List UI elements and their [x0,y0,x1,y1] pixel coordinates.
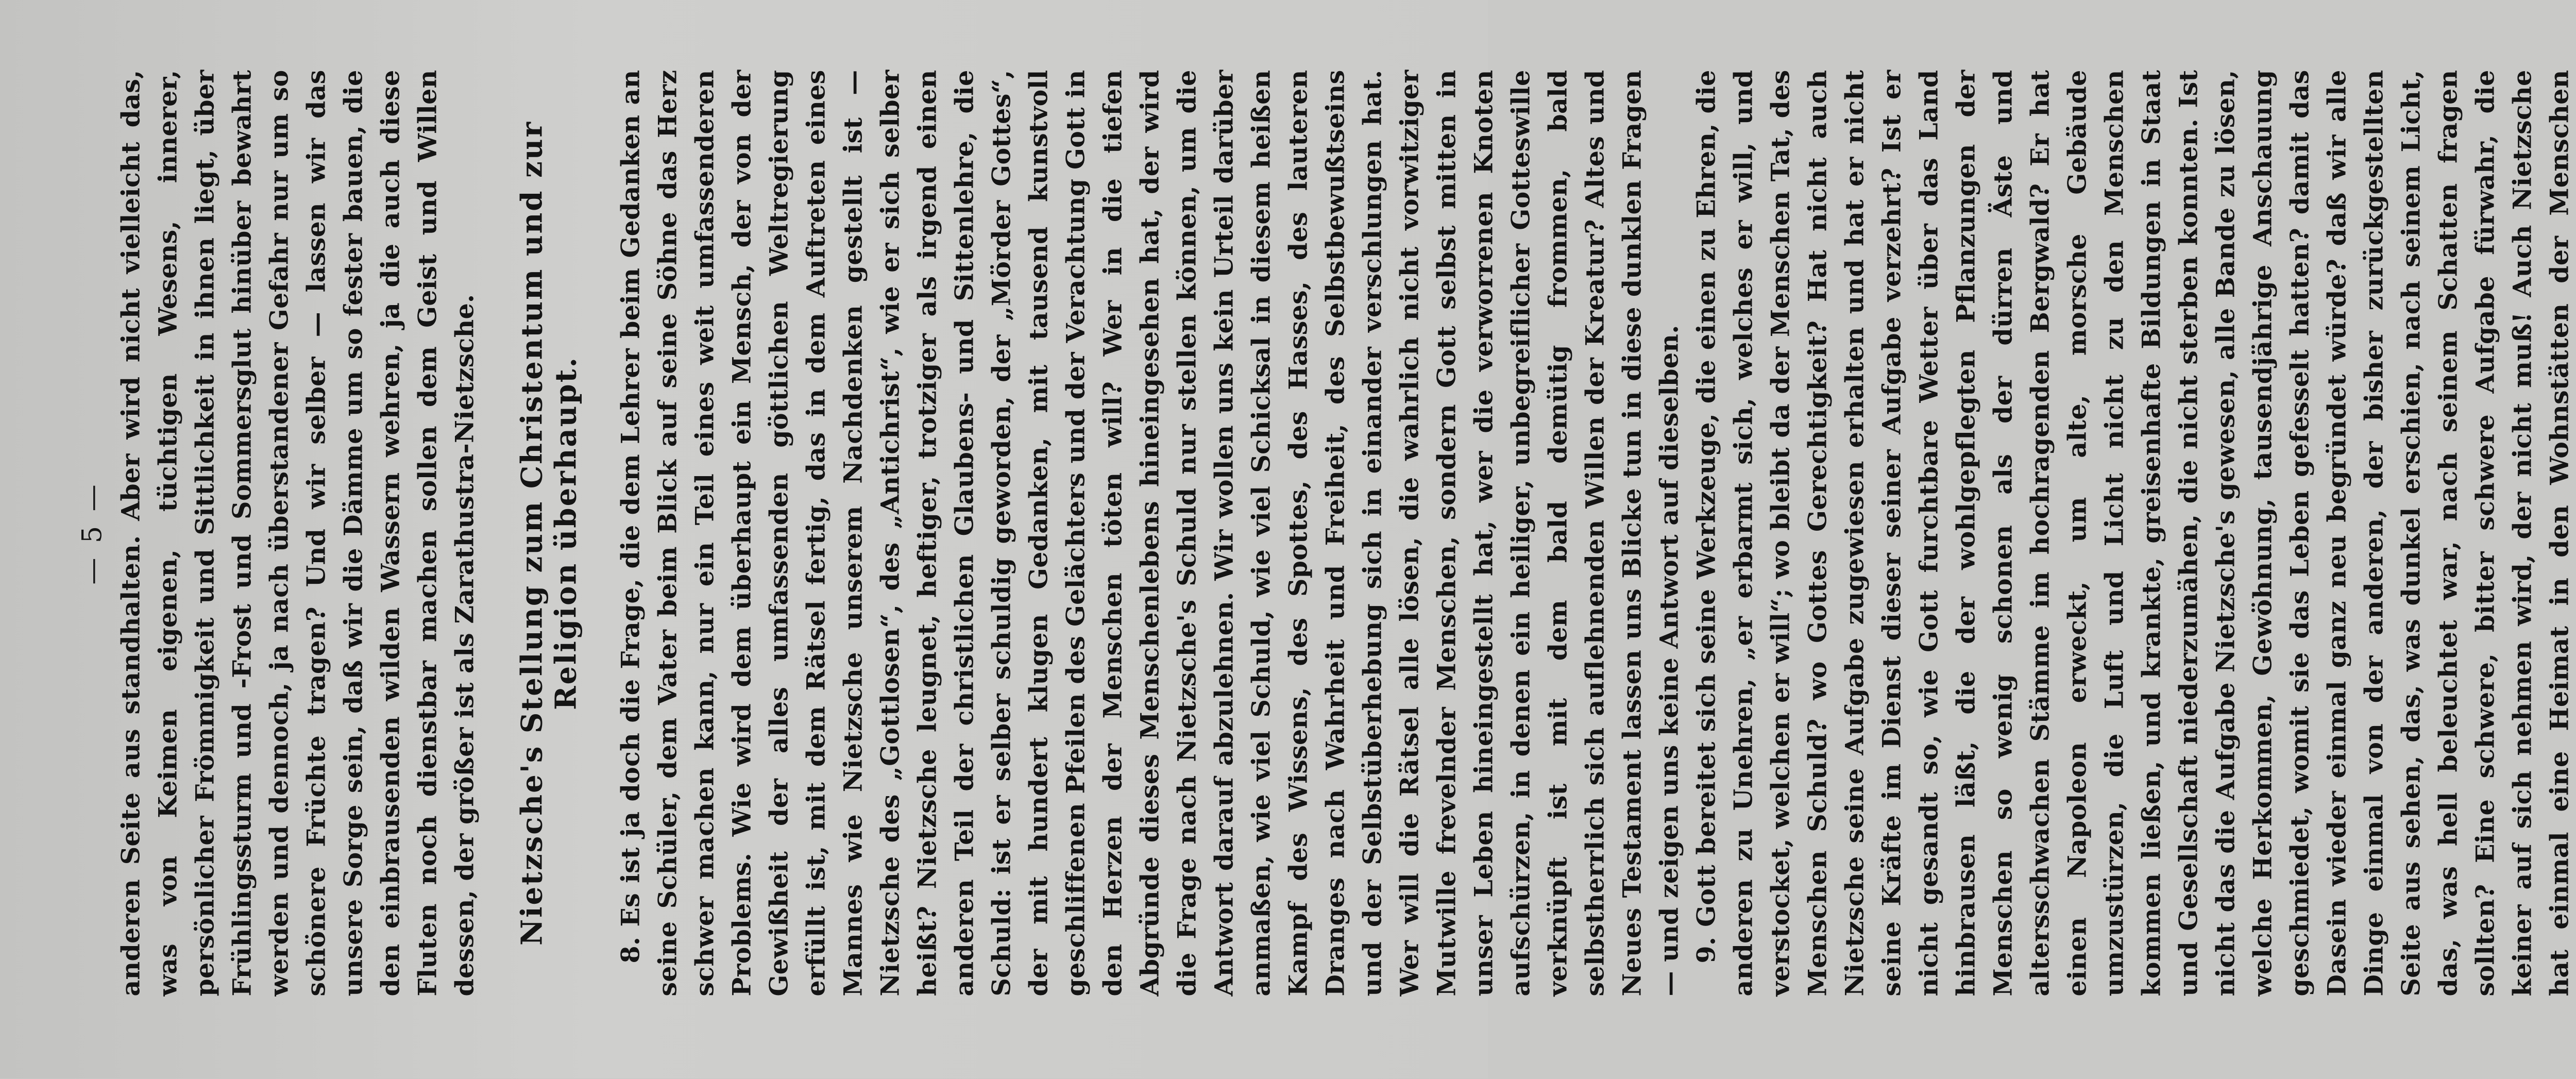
paragraph-9: 9. Gott bereitet sich seine Werkzeuge, die einen zu Ehren, die anderen zu Unehren, „er erbarmt sich, welches er will, und verstocket, welchen er will“; wo bleibt da der Menschen Tat, des Menschen Schuld? wo Gottes Gerechtigkeit? Hat nicht auch Nietzsche seine Aufgabe zugewiesen erhalten und hat er nicht seine Kräfte im Dienst dieser seiner Aufgabe verzehrt? Ist er nicht gesandt so, wie Gott furchtbare Wetter über das Land hinbrausen läßt, die der wohlgepflegten Pflanzungen der Menschen so wenig schonen als der dürren Äste und altersschwachen Stämme im hochragenden Bergwald? Er hat einen Napoleon erweckt, um alte, morsche Gebäude umzustürzen, die Luft und Licht nicht zu den Menschen kommen ließen, und krankte, greisenhafte Bildungen in Staat und Gesellschaft niederzumähen, die nicht sterben konnten. Ist nicht das die Aufgabe Nietzsche's gewesen, alle Bande zu lösen, welche Herkommen, Gewöhnung, tausendjährige Anschauung geschmiedet, womit sie das Leben gefesselt hatten? damit das Dasein wieder einmal ganz neu begründet würde? daß wir alle Dinge einmal von der anderen, der bisher zurückgestellten Seite aus sehen, das, was dunkel erschien, nach seinem Licht, das, was hell beleuchtet war, nach seinem Schatten fragen sollten? Eine schwere, bitter schwere Aufgabe fürwahr, die keiner auf sich nehmen wird, der nicht muß! Auch Nietzsche hat einmal eine Heimat in den Wohnstätten der Menschen [1688,70,2576,997]
paragraph-8: 8. Es ist ja doch die Frage, die dem Lehrer beim Gedanken an seine Schüler, dem Vater beim Blick auf seine Söhne das Herz schwer machen kann, nur ein Teil eines weit umfassenderen Problems. Wie wird dem überhaupt ein Mensch, der von der Gewißheit der alles umfassenden göttlichen Weltregierung erfüllt ist, mit dem Rätsel fertig, das in dem Auftreten eines Mannes wie Nietzsche unserem Nachdenken gestellt ist — Nietzsche des „Gottlosen“, des „Antichrist“, wie er sich selber heißt? Nietzsche leugnet, heftiger, trotziger als irgend einen anderen Teil der christlichen Glaubens- und Sittenlehre, die Schuld: ist er selber schuldig geworden, der „Mörder Gottes“, der mit hundert klugen Gedanken, mit tausend kunstvoll geschliffenen Pfeilen des Gelächters und der Verachtung Gott in den Herzen der Menschen töten will? Wer in die tiefen Abgründe dieses Menschenlebens hineingesehen hat, der wird die Frage nach Nietzsche's Schuld nur stellen können, um die Antwort darauf abzulehnen. Wir wollen uns kein Urteil darüber anmaßen, wie viel Schuld, wie viel Schicksal in diesem heißen Kampf des Wissens, des Spottes, des Hasses, des lauteren Dranges nach Wahrheit und Freiheit, des Selbstbewußtseins und der Selbstüberhebung sich in einander verschlungen hat. Wer will die Rätsel alle lösen, die wahrlich nicht vorwitziger Mutwille frevelnder Menschen, sondern Gott selbst mitten in unser Leben hineingestellt hat, wer die verworrenen Knoten aufschürzen, in denen ein heiliger, unbegreiflicher Gotteswille verknüpft ist mit dem bald demütig frommen, bald selbstherrlich sich auflehnenden Willen der Kreatur? Altes und Neues Testament lassen uns Blicke tun in diese dunklen Fragen — und zeigen uns keine Antwort auf dieselben. [612,70,1688,997]
page-number: — 5 — [77,70,108,997]
book-page [0,1,1488,1079]
section-heading: Nietzsche's Stellung zum Christentum und zur Religion überhaupt. [515,70,583,997]
paragraph-continuation: anderen Seite aus standhalten. Aber wird nicht vielleicht das, was von Keimen eigenen, tüchtigen Wesens, innerer, persönlicher Frömmigkeit und Sittlichkeit in ihnen liegt, über Frühlingssturm und -Frost und Sommersglut hinüber bewahrt werden und dennoch, ja nach überstandener Gefahr nur um so schönere Früchte tragen? Und wir selber — lassen wir das unsere Sorge sein, daß wir die Dämme um so fester bauen, die den einbrausenden wilden Wassern wehren, ja die auch diese Fluten noch dienstbar machen sollen dem Geist und Willen dessen, der größer ist als Zarathustra-Nietzsche. [112,70,483,997]
